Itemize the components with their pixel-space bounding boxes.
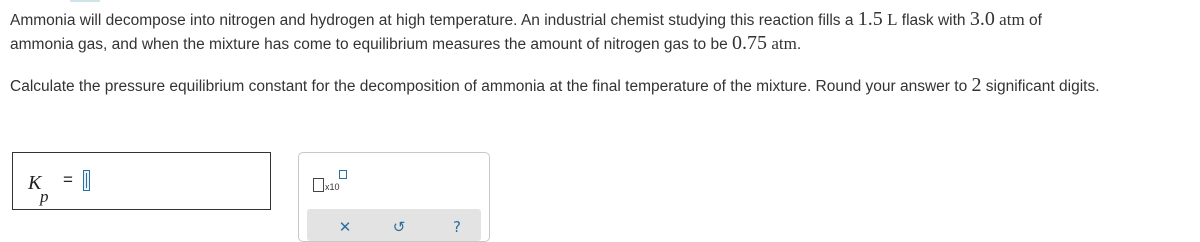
nitrogen-pressure-value: 0.75: [732, 32, 768, 54]
question-text: Ammonia will decompose into nitrogen and hydrogen at high temperature. An industrial chemist studying this reaction fills a: [10, 12, 858, 29]
help-icon[interactable]: ?: [453, 218, 461, 236]
question-text: flask with: [897, 12, 970, 29]
initial-pressure-unit: atm: [999, 10, 1025, 29]
question-text: ammonia gas, and when the mixture has come to equilibrium measures the amount of nitrogen gas to be: [10, 36, 733, 53]
question-line-1: [10, 7, 1042, 33]
question-text: of: [1024, 12, 1042, 29]
initial-pressure-value: 3.0: [969, 8, 995, 30]
question-line-3: [10, 73, 1100, 99]
question-line-2: [10, 31, 801, 57]
x10-label: x10: [325, 182, 340, 192]
undo-icon[interactable]: ↺: [392, 218, 406, 236]
answer-input-box[interactable]: [12, 152, 271, 210]
top-accent-line: [70, 0, 100, 2]
scientific-notation-button[interactable]: [313, 170, 355, 196]
answer-entry-field[interactable]: [83, 170, 90, 191]
flask-volume-unit: L: [887, 10, 898, 29]
clear-icon[interactable]: ✕: [338, 218, 352, 236]
mantissa-box-icon: [313, 178, 324, 192]
nitrogen-pressure-unit: atm: [771, 34, 797, 53]
sig-figs-value: 2: [971, 74, 982, 96]
action-bar: [307, 209, 481, 241]
question-text: Calculate the pressure equilibrium constant for the decomposition of ammonia at the final temperature of the mixture. Round your answer to: [10, 78, 972, 95]
question-text: significant digits.: [981, 78, 1100, 95]
question-text: .: [796, 36, 802, 53]
exponent-box-icon: [339, 170, 347, 179]
kp-variable: K: [28, 172, 42, 194]
equals-sign: =: [63, 170, 73, 189]
flask-volume-value: 1.5: [857, 8, 883, 30]
kp-subscript: p: [40, 187, 49, 206]
math-tool-panel: [298, 152, 490, 242]
